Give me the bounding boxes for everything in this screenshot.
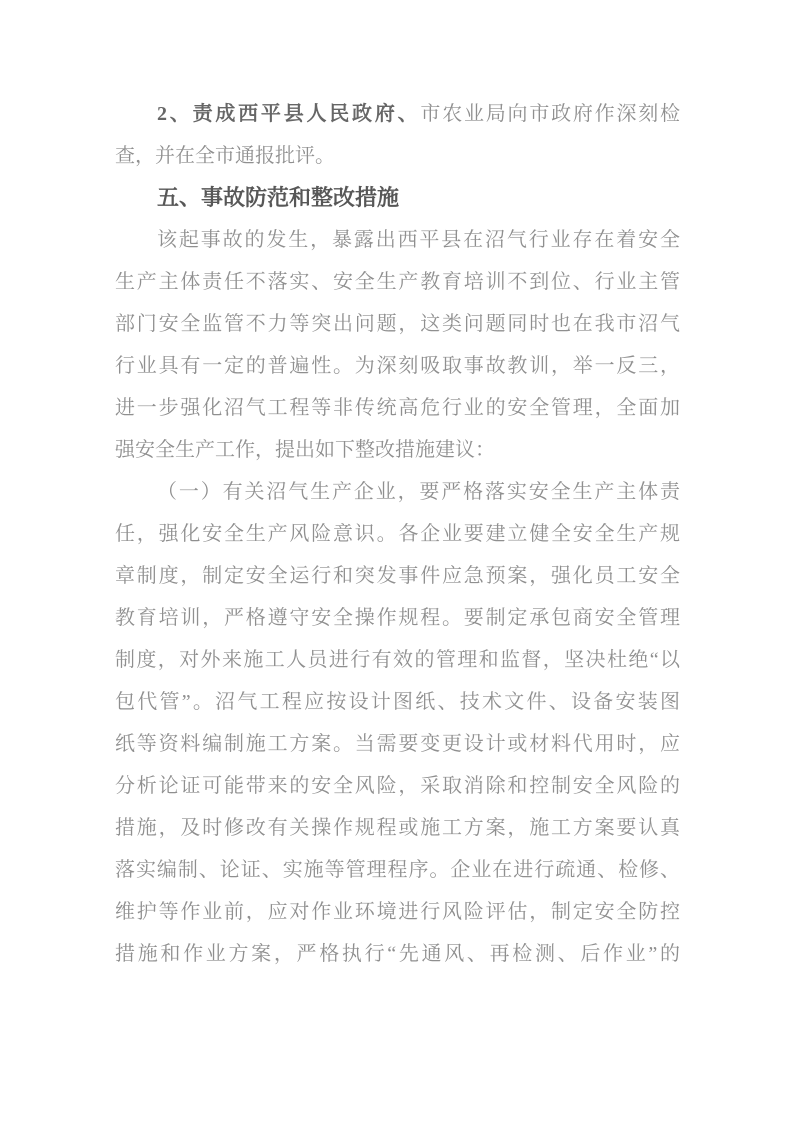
doc-line: 查，并在全市通报批评。 [115,145,335,167]
doc-line: 教育培训，严格遵守安全操作规程。要制定承包商安全管理 [115,607,680,629]
doc-line: 落实编制、论证、实施等管理程序。企业在进行疏通、检修、 [115,859,680,881]
doc-line: 分析论证可能带来的安全风险，采取消除和控制安全风险的 [115,775,680,797]
doc-line: 生产主体责任不落实、安全生产教育培训不到位、行业主管 [115,271,680,293]
item2-emphasis-text: 2、责成西平县人民政府、 [157,103,421,125]
doc-line: （一）有关沼气生产企业，要严格落实安全生产主体责 [157,481,680,503]
doc-line: 章制度，制定安全运行和突发事件应急预案，强化员工安全 [115,565,680,587]
doc-line: 措施，及时修改有关操作规程或施工方案，施工方案要认真 [115,817,680,839]
doc-line: 行业具有一定的普遍性。为深刻吸取事故教训，举一反三， [115,355,680,377]
item2-rest-text: 市农业局向市政府作深刻检 [420,103,680,125]
doc-line [115,93,680,135]
doc-line: 纸等资料编制施工方案。当需要变更设计或材料代用时，应 [115,733,680,755]
section-heading: 五、事故防范和整改措施 [157,185,400,210]
doc-line: 措施和作业方案，严格执行“先通风、再检测、后作业”的 [115,943,680,965]
doc-line: 维护等作业前，应对作业环境进行风险评估，制定安全防控 [115,901,680,923]
doc-line: 进一步强化沼气工程等非传统高危行业的安全管理，全面加 [115,397,680,419]
doc-line: 包代管”。沼气工程应按设计图纸、技术文件、设备安装图 [115,691,680,713]
doc-line: 强安全生产工作，提出如下整改措施建议： [115,439,495,461]
document-content [115,93,680,975]
doc-line: 该起事故的发生，暴露出西平县在沼气行业存在着安全 [157,229,680,251]
doc-line: 部门安全监管不力等突出问题，这类问题同时也在我市沼气 [115,313,680,335]
doc-line: 制度，对外来施工人员进行有效的管理和监督，坚决杜绝“以 [115,649,680,671]
doc-line: 任，强化安全生产风险意识。各企业要建立健全安全生产规 [115,523,680,545]
